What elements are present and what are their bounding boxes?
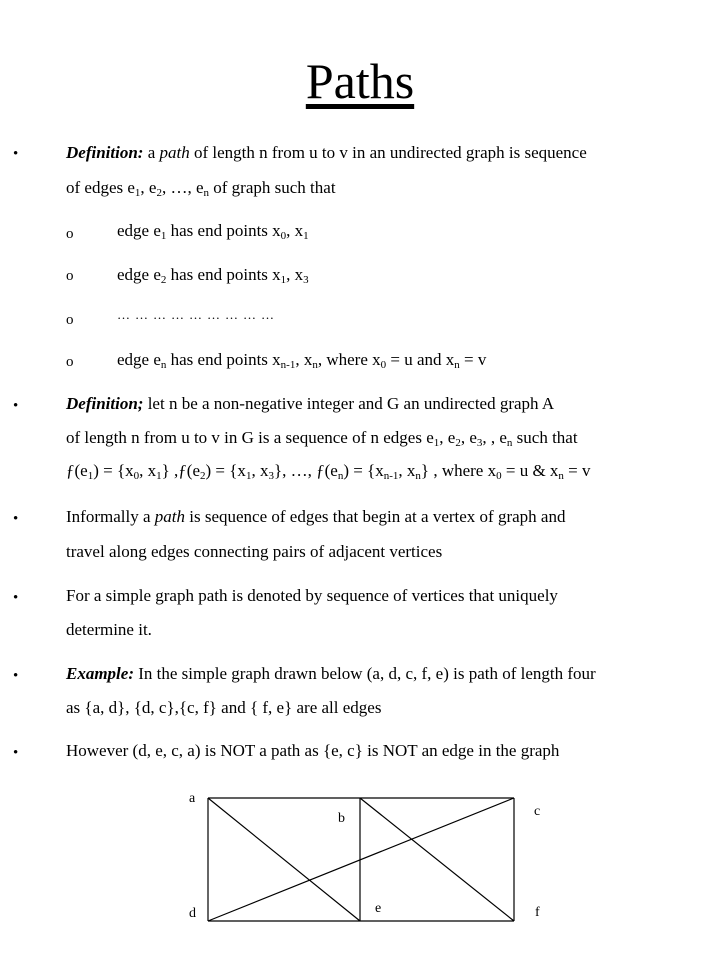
text: Informally a	[66, 507, 155, 526]
subscript: n	[415, 470, 421, 482]
subscript: n	[312, 359, 318, 371]
bullet-marker: •	[13, 745, 19, 761]
subscript: 2	[160, 274, 167, 286]
text: edge e	[117, 265, 161, 284]
text: , x	[139, 461, 157, 480]
text: ) = {x	[343, 461, 384, 480]
vertex-label-d: d	[189, 906, 196, 921]
vertex-label-f: f	[535, 905, 540, 920]
subscript: 3	[303, 274, 309, 286]
text: has end points x	[166, 265, 281, 284]
subscript: 2	[156, 187, 162, 199]
subscript: 1	[303, 230, 309, 242]
subscript: 1	[280, 274, 287, 286]
subscript: 1	[245, 470, 252, 482]
informal-line2: travel along edges connecting pairs of adjacent vertices	[66, 542, 443, 561]
text: , x	[286, 221, 304, 240]
subscript: 0	[280, 230, 287, 242]
subscript: n	[454, 359, 460, 371]
sub-marker: o	[66, 268, 74, 284]
graph-edges	[208, 798, 514, 921]
text: let n be a non-negative integer and G an undirected graph A	[143, 394, 555, 413]
text: of length n from u to v in G is a sequence of n edges e	[66, 428, 434, 447]
text: edge e	[117, 350, 161, 369]
vertex-label-b: b	[338, 811, 345, 826]
edge-d-c	[208, 798, 514, 921]
text: , …, e	[161, 178, 204, 197]
text: = v	[459, 350, 487, 369]
subscript: 1	[134, 187, 141, 199]
subscript: 1	[87, 470, 94, 482]
text: = u & x	[501, 461, 559, 480]
text: } ,ƒ(e	[161, 461, 201, 480]
example-line2: as {a, d}, {d, c},{c, f} and { f, e} are all edges	[66, 698, 382, 717]
text: of length n from u to v in an undirected graph is sequence	[189, 143, 587, 162]
subscript: 1	[160, 230, 167, 242]
graph-labels	[189, 791, 540, 921]
bullet-marker: •	[13, 146, 19, 162]
text: = v	[563, 461, 591, 480]
subscript: n-1	[383, 470, 399, 482]
sub-marker: o	[66, 226, 74, 242]
text: , where x	[317, 350, 381, 369]
subscript: n	[160, 359, 167, 371]
vertex-label-a: a	[189, 791, 196, 806]
text: of edges e	[66, 178, 135, 197]
term-path: path	[159, 143, 190, 162]
term-path: path	[154, 507, 185, 526]
text: , e	[140, 178, 157, 197]
sub-marker: o	[66, 312, 74, 328]
subscript: n	[337, 470, 344, 482]
subscript: 3	[476, 437, 483, 449]
text: such that	[512, 428, 578, 447]
subscript: 0	[133, 470, 140, 482]
subscript: n	[558, 470, 564, 482]
subscript: 1	[433, 437, 440, 449]
page-title: Paths	[305, 53, 415, 109]
bullet-marker: •	[13, 668, 19, 684]
text: }, …, ƒ(e	[273, 461, 338, 480]
edge-b-f	[360, 798, 514, 921]
text: ) = {x	[205, 461, 246, 480]
simple-graph-line1: For a simple graph path is denoted by sequence of vertices that uniquely	[66, 586, 558, 605]
text: , x	[295, 350, 313, 369]
text: , e	[460, 428, 477, 447]
text: , x	[398, 461, 416, 480]
text: has end points x	[166, 350, 281, 369]
text: ƒ(e	[66, 461, 88, 480]
text: = u and x	[386, 350, 455, 369]
example-label: Example:	[66, 664, 134, 683]
text: edge e	[117, 221, 161, 240]
text: In the simple graph drawn below (a, d, c, f, e) is path of length four	[134, 664, 596, 683]
subscript: n	[203, 187, 210, 199]
definition-label: Definition;	[66, 394, 144, 413]
counterexample-line: However (d, e, c, a) is NOT a path as {e, c} is NOT an edge in the graph	[66, 741, 560, 760]
text: a	[143, 143, 160, 162]
text: } , where x	[420, 461, 497, 480]
simple-graph-line2: determine it.	[66, 620, 152, 639]
definition-label: Definition:	[66, 143, 144, 162]
sub-marker: o	[66, 354, 74, 370]
subscript: 2	[455, 437, 461, 449]
bullet-marker: •	[13, 511, 19, 527]
vertex-label-e: e	[375, 901, 382, 916]
text: , x	[251, 461, 269, 480]
text: , x	[286, 265, 304, 284]
subscript: 3	[268, 470, 274, 482]
subscript: 2	[200, 470, 206, 482]
text: is sequence of edges that begin at a vertex of graph and	[184, 507, 566, 526]
text: ) = {x	[93, 461, 134, 480]
subscript: n-1	[280, 359, 296, 371]
text: of graph such that	[209, 178, 336, 197]
text: has end points x	[166, 221, 281, 240]
text: , e	[439, 428, 456, 447]
bullet-marker: •	[13, 398, 19, 414]
vertex-label-c: c	[534, 804, 541, 819]
subscript: n	[506, 437, 513, 449]
subscript: 1	[156, 470, 162, 482]
bullet-marker: •	[13, 590, 19, 606]
subscript: 0	[380, 359, 387, 371]
text: , , e	[482, 428, 507, 447]
sub-item-ellipsis: ………………………	[117, 307, 279, 322]
subscript: 0	[496, 470, 502, 482]
